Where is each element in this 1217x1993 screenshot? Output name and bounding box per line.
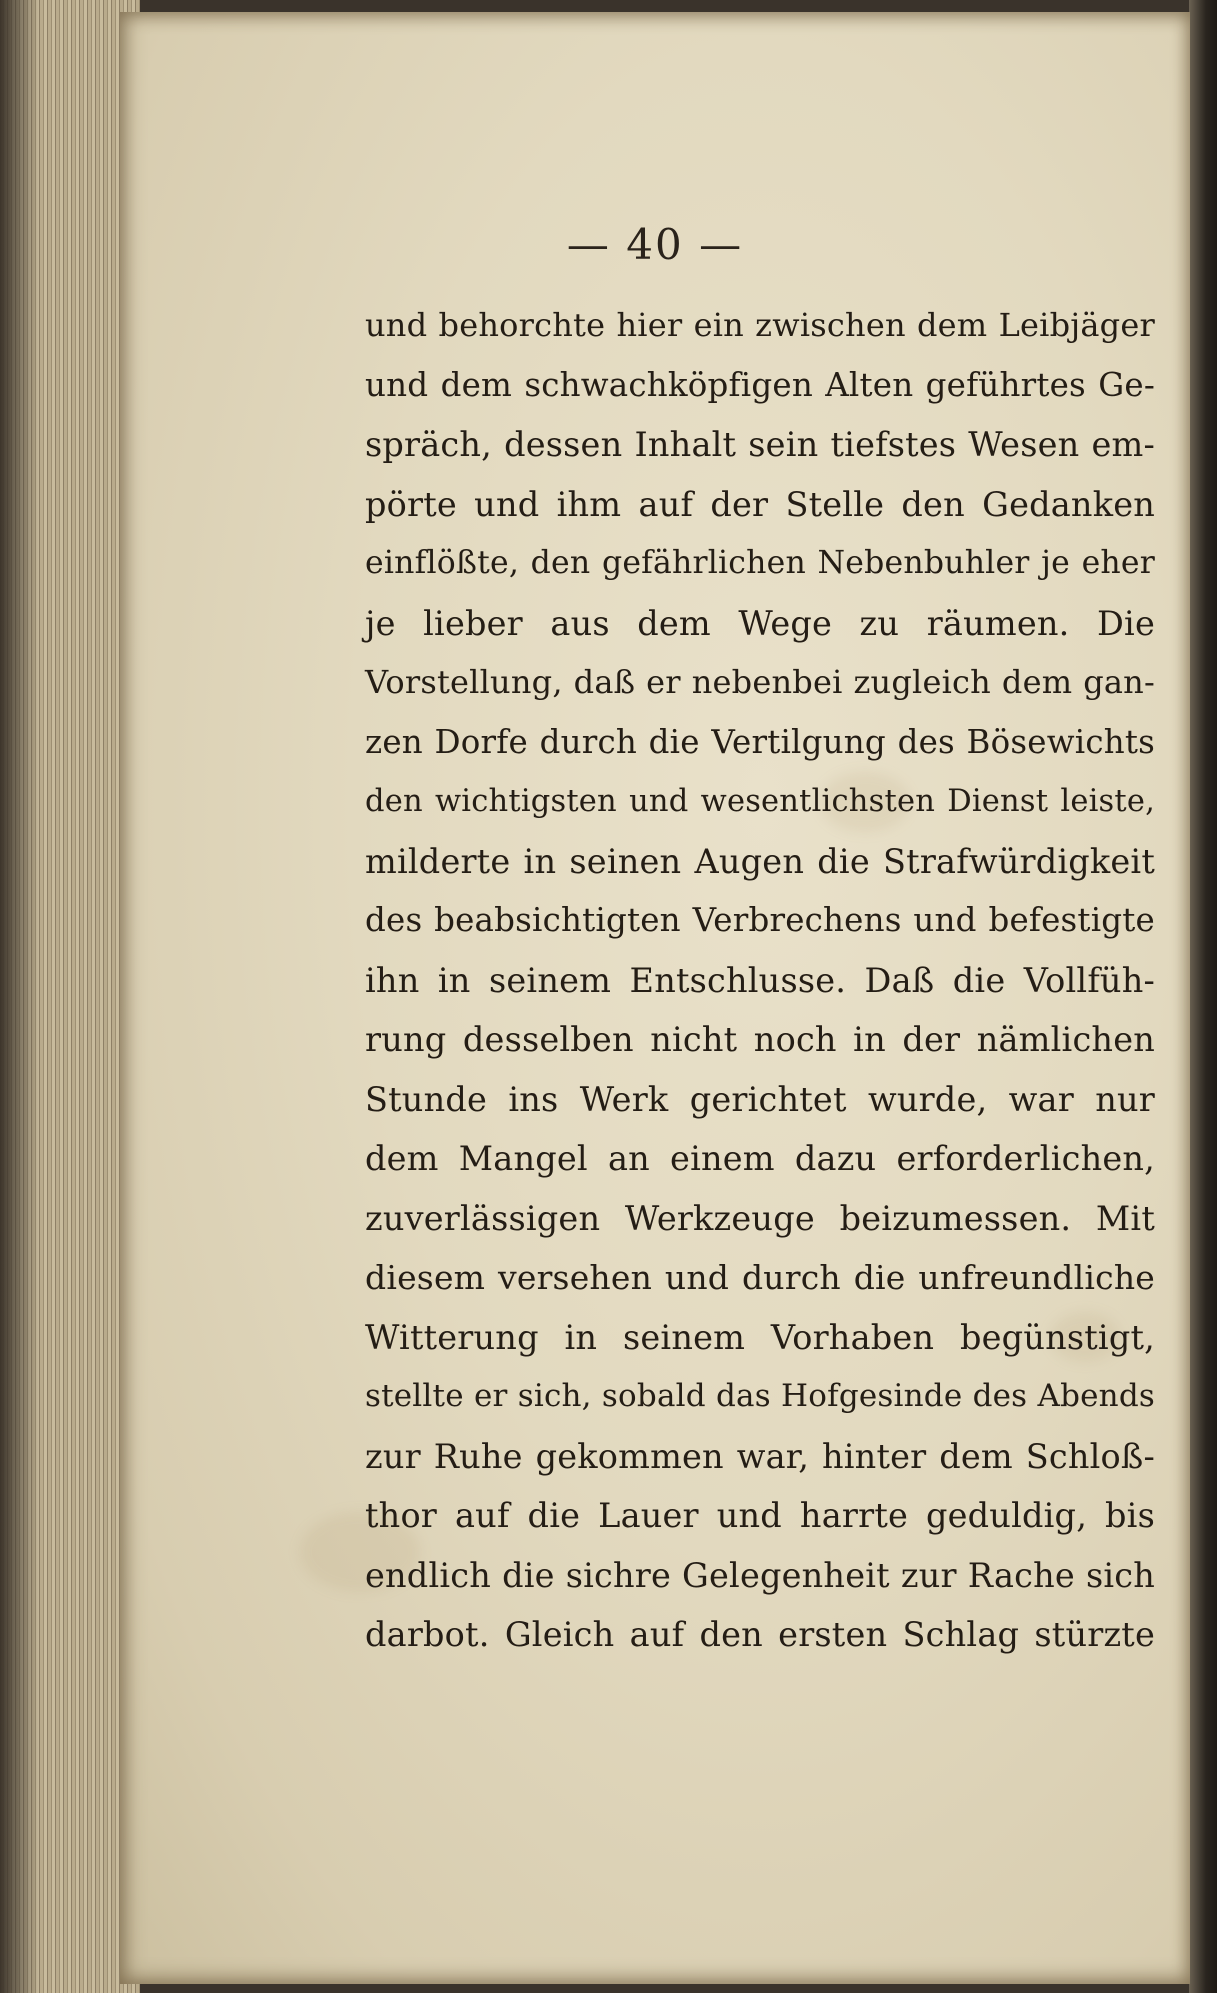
binding-edge [1189, 0, 1217, 1993]
text-line: darbot. Gleich auf den ersten Schlag stürzte [365, 1615, 1155, 1654]
text-line: pörte und ihm auf der Stelle den Gedanken [365, 484, 1155, 524]
text-line: zuverlässigen Werkzeuge beizumessen. Mit [365, 1198, 1155, 1238]
page-stack-shadow [0, 0, 40, 1993]
text-line: rung desselben nicht noch in der nämlichen [365, 1020, 1155, 1059]
text-line: thor auf die Lauer und harrte geduldig, bis [365, 1496, 1155, 1535]
text-line: den wichtigsten und wesentlichsten Dienst leiste, [365, 784, 1155, 819]
body-text [365, 296, 1155, 1665]
text-line: spräch, dessen Inhalt sein tiefstes Wesen em- [365, 425, 1155, 464]
text-line: des beabsichtigten Verbrechens und befestigte [365, 901, 1155, 939]
text-line: und behorchte hier ein zwischen dem Leibjäger [365, 306, 1155, 344]
page-number-header: — 40 — [566, 220, 744, 269]
text-line: Vorstellung, daß er nebenbei zugleich dem gan- [365, 663, 1155, 701]
text-line: stellte er sich, sobald das Hofgesinde des Abends [365, 1378, 1155, 1414]
text-line: Stunde ins Werk gerichtet wurde, war nur [365, 1079, 1155, 1119]
text-line: je lieber aus dem Wege zu räumen. Die [365, 603, 1155, 643]
text-line: ihn in seinem Entschlusse. Daß die Vollfüh- [365, 960, 1155, 1000]
text-line: endlich die sichre Gelegenheit zur Rache sich [365, 1555, 1155, 1595]
text-line: milderte in seinen Augen die Strafwürdigkeit [365, 841, 1155, 881]
text-line: zen Dorfe durch die Vertilgung des Bösewichts [365, 722, 1155, 761]
text-line: einflößte, den gefährlichen Nebenbuhler je eher [365, 545, 1155, 581]
text-line: zur Ruhe gekommen war, hinter dem Schloß- [365, 1436, 1155, 1476]
text-line: diesem versehen und durch die unfreundliche [365, 1258, 1155, 1297]
text-line: Witterung in seinem Vorhaben begünstigt, [365, 1317, 1155, 1357]
text-line: und dem schwachköpfigen Alten geführtes Ge- [365, 365, 1155, 404]
text-line: dem Mangel an einem dazu erforderlichen, [365, 1139, 1155, 1178]
